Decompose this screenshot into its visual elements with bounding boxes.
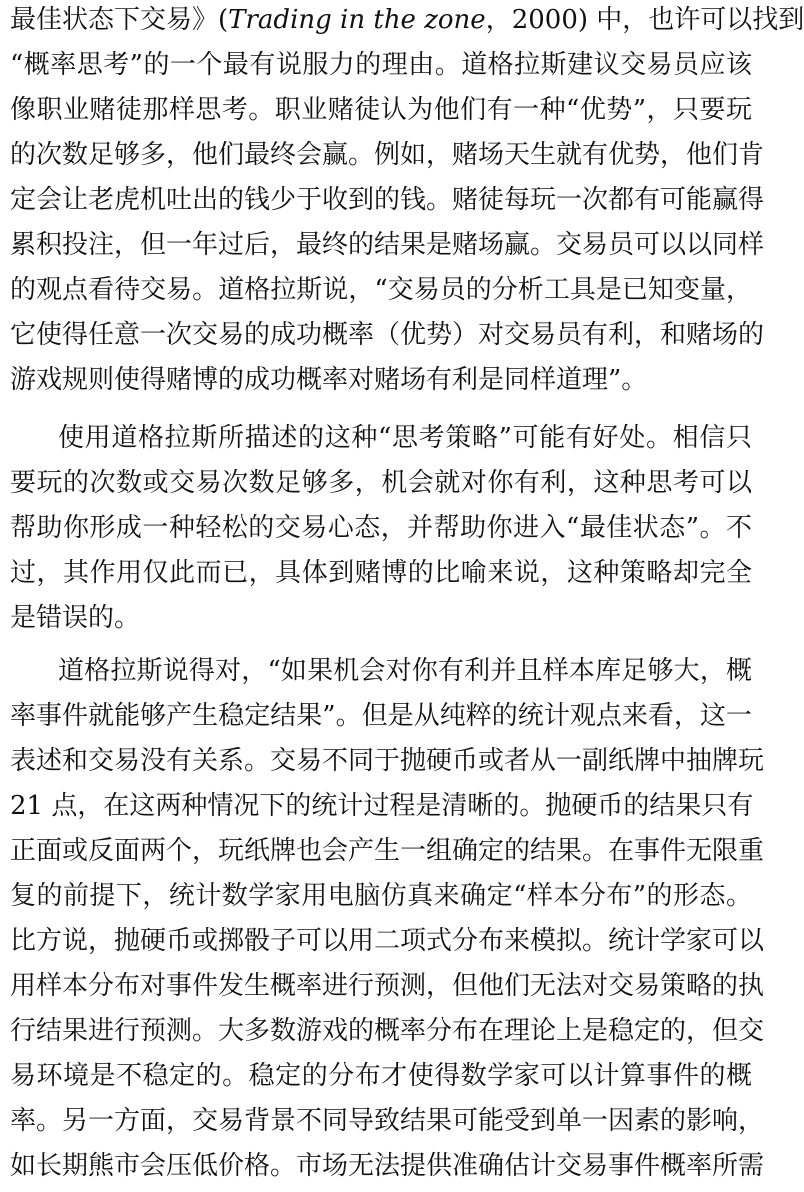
text-line: 用样本分布对事件发生概率进行预测，但他们无法对交易策略的执 — [10, 971, 765, 1001]
text-line: 复的前提下，统计数学家用电脑仿真来确定“样本分布”的形态。 — [10, 881, 752, 911]
text-line: 游戏规则使得赌博的成功概率对赌场有利是同样道理”。 — [10, 365, 648, 395]
text-line: 是错误的。 — [10, 603, 141, 633]
text-line: 累积投注，但一年过后，最终的结果是赌场赢。交易员可以以同样 — [10, 230, 765, 260]
text-line: 率。另一方面，交易背景不同导致结果可能受到单一因素的影响， — [10, 1106, 765, 1136]
text-line: 正面或反面两个，玩纸牌也会产生一组确定的结果。在事件无限重 — [10, 836, 765, 866]
text-line: 帮助你形成一种轻松的交易心态，并帮助你进入“最佳状态”。不 — [10, 513, 752, 543]
text-line: 的观点看待交易。道格拉斯说，“交易员的分析工具是已知变量， — [10, 275, 752, 305]
text-line: 21 点，在这两种情况下的统计过程是清晰的。抛硬币的结果只有 — [10, 791, 754, 821]
text-line: “概率思考”的一个最有说服力的理由。道格拉斯建议交易员应该 — [10, 50, 752, 80]
text-line: 如长期熊市会压低价格。市场无法提供准确估计交易事件概率所需 — [10, 1151, 765, 1181]
text-line: 使用道格拉斯所描述的这种“思考策略”可能有好处。相信只 — [58, 423, 752, 453]
text-line: 行结果进行预测。大多数游戏的概率分布在理论上是稳定的，但交 — [10, 1016, 765, 1046]
text-line: 表述和交易没有关系。交易不同于抛硬币或者从一副纸牌中抽牌玩 — [10, 746, 765, 776]
text-line: 定会让老虎机吐出的钱少于收到的钱。赌徒每玩一次都有可能赢得 — [10, 185, 765, 215]
text-line: 像职业赌徒那样思考。职业赌徒认为他们有一种“优势”，只要玩 — [10, 95, 752, 125]
text-line: 易环境是不稳定的。稳定的分布才使得数学家可以计算事件的概 — [10, 1061, 752, 1091]
book-title-english: Trading in the zone — [228, 5, 486, 35]
text-line: 比方说，抛硬币或掷骰子可以用二项式分布来模拟。统计学家可以 — [10, 926, 765, 956]
text-line: 过，其作用仅此而已，具体到赌博的比喻来说，这种策略却完全 — [10, 558, 752, 588]
text-line: 它使得任意一次交易的成功概率（优势）对交易员有利，和赌场的 — [10, 320, 765, 350]
text-line: 道格拉斯说得对，“如果机会对你有利并且样本库足够大，概 — [58, 656, 752, 686]
text-line: 率事件就能够产生稳定结果”。但是从纯粹的统计观点来看，这一 — [10, 701, 752, 731]
text-line: 的次数足够多，他们最终会赢。例如，赌场天生就有优势，他们肯 — [10, 140, 765, 170]
text-line: 要玩的次数或交易次数足够多，机会就对你有利，这种思考可以 — [10, 468, 752, 498]
text-line: 最佳状态下交易》(Trading in the zone，2000) 中，也许可以找到 — [10, 5, 804, 35]
